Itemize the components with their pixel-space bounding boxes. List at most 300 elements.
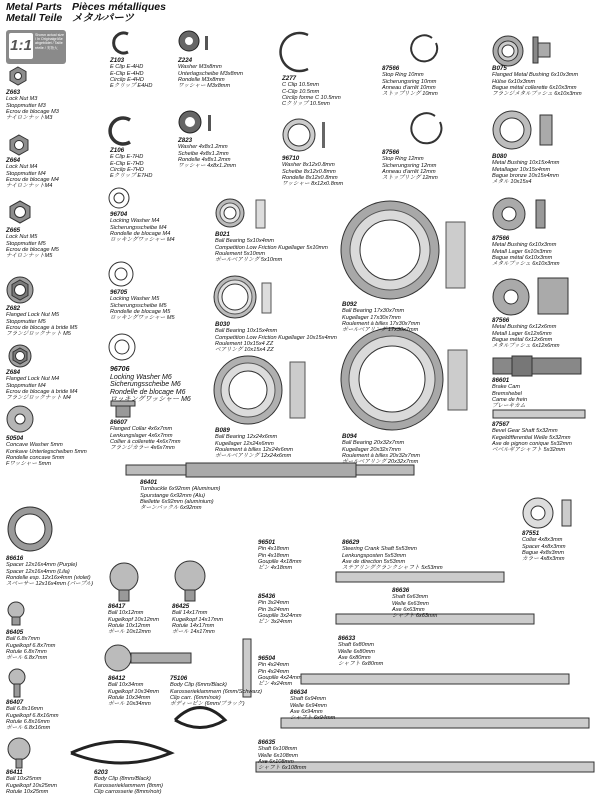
part-desc-fr: Biellette 6x92mm (aluminium) (140, 498, 214, 505)
part-b030 (215, 322, 337, 353)
part-desc-en: Shaft 6x80mm (338, 642, 375, 649)
part-desc-de: E-Clip E-7HD (110, 160, 144, 167)
part-desc-en: Flanged Metal Bushing 6x10x3mm (492, 72, 579, 79)
part-number: B080 (492, 153, 507, 160)
ball-10x25-icon (6, 737, 32, 769)
scale-badge-note: Shown actual size / In Originalgröße abgebildet / Taille réelle / 実物大 (35, 33, 64, 50)
part-desc-de: Pin 4x24mm (258, 668, 290, 675)
part-desc-fr: Rondelle de blocage M4 (110, 230, 171, 237)
part-desc-en: Locking Washer M4 (110, 218, 160, 225)
part-desc-de: Stoppmutter M3 (6, 102, 46, 109)
part-number: 86607 (110, 419, 128, 426)
part-desc-jp: ストップリング 10mm (382, 91, 438, 98)
part-desc-jp: ロッキングワッシャー M5 (110, 315, 175, 322)
ball-6-8x7-icon (6, 600, 26, 628)
header-en: Metal Parts (6, 1, 63, 13)
bearing-20x32-icon (340, 327, 444, 431)
spacer-purple-icon (6, 505, 54, 553)
part-number: B089 (215, 427, 230, 434)
part-desc-fr: Clip carr. (6mm/noir) (170, 694, 221, 701)
part-desc-de: Sicherungsring 10mm (382, 78, 437, 85)
part-desc-de: Competition Low Friction Kugellager 5x10mm (215, 244, 328, 251)
part-desc-en: Shaft 6x108mm (258, 746, 298, 753)
part-87566-bushing-6x10 (492, 236, 560, 267)
part-desc-en: Flanged Lock Nut M4 (6, 376, 60, 383)
part-desc-en: Ball 6.8x16mm (6, 706, 43, 713)
part-b094 (342, 434, 420, 465)
part-desc-de: Kugelkopf 6.8x7mm (6, 642, 56, 649)
locking-washer-m4-icon (108, 187, 130, 209)
part-desc-fr: Bague bronze 10x15x4mm (492, 172, 559, 179)
part-desc-en: Locking Washer M5 (110, 296, 160, 303)
header-metal-parts (6, 2, 62, 24)
ball-10x34-icon (104, 644, 194, 674)
part-desc-de: Metall Lager 6x10x3mm (492, 248, 552, 255)
part-96704 (110, 212, 175, 243)
header-jp: メタルパーツ (72, 12, 134, 24)
part-96504 (258, 656, 302, 687)
washer-4x8-icon (178, 110, 202, 134)
part-number: Z664 (6, 157, 21, 164)
part-desc-de: Hülse 6x10x3mm (492, 78, 536, 85)
part-desc-de: Kugelkopf 10x12mm (108, 616, 159, 623)
part-desc-en: E Clip E-7HD (110, 154, 144, 161)
part-desc-de: Spacer 12x16x4mm (Lila) (6, 568, 70, 575)
part-86407 (6, 700, 59, 731)
part-86412 (108, 676, 159, 707)
part-desc-jp: ストップリング 12mm (382, 175, 438, 182)
brake-cam-icon (492, 355, 584, 377)
part-desc-fr: Goupille 4x24mm (258, 674, 302, 681)
bearing-17x30-side-icon (446, 222, 466, 288)
part-number: 87551 (522, 530, 540, 537)
part-number: 86633 (338, 635, 356, 642)
part-number: B030 (215, 321, 230, 328)
part-desc-fr: Roulement 10x15x4 ZZ (215, 340, 274, 347)
part-number: 87566 (492, 235, 510, 242)
part-desc-de: Metallager 10x15x4mm (492, 166, 551, 173)
e-clip-4-icon (110, 30, 134, 56)
part-number: Z103 (110, 57, 125, 64)
part-desc-de: Welle 6x80mm (338, 648, 375, 655)
washer-m3-icon (178, 30, 200, 52)
ball-14x17-icon (172, 560, 208, 602)
part-desc-jp: Eクリップ E7HD (110, 173, 153, 180)
part-desc-fr: Rotule 10x25mm (6, 788, 49, 795)
part-desc-jp: ピン 3x24mm (258, 619, 293, 626)
part-desc-en: Ball Bearing 17x30x7mm (342, 308, 405, 315)
part-desc-en: Body Clip (8mm/Black) (94, 776, 151, 783)
part-desc-jp: カラー 4x8x3mm (522, 556, 565, 563)
part-desc-fr: Goupille 3x24mm (258, 612, 302, 619)
part-desc-de: Sicherungsring 12mm (382, 162, 437, 169)
part-desc-jp: ワッシャー 4x8x1.2mm (178, 163, 237, 170)
part-desc-fr: Ecrou de blocage M3 (6, 108, 59, 115)
part-desc-en: Ball 10x34mm (108, 682, 144, 689)
collar-4x8-side-icon (562, 500, 572, 526)
header-de: Metall Teile (6, 12, 63, 24)
part-desc-jp: ベアリング 10x15x4 ZZ (215, 347, 274, 354)
part-desc-en: Concave Washer 5mm (6, 442, 63, 449)
part-desc-de: Kugellager 20x32x7mm (342, 446, 401, 453)
part-87567 (492, 422, 572, 453)
part-desc-de: Pin 4x18mm (258, 552, 290, 559)
part-desc-jp: ボール 10x12mm (108, 629, 151, 636)
part-desc-en: Metal Bushing 10x15x4mm (492, 160, 560, 167)
part-desc-en: Pin 4x24mm (258, 662, 290, 669)
part-desc-fr: Bague métal 6x10x3mm (492, 254, 553, 261)
part-desc-fr: Rotule 14x17mm (172, 622, 215, 629)
part-desc-de: Lenkungslager 4x6x7mm (110, 432, 173, 439)
part-desc-fr: Collier à collerette 4x6x7mm (110, 438, 181, 445)
part-number: 86636 (392, 587, 410, 594)
part-96710 (282, 156, 343, 187)
part-desc-de: Competition Low Friction Kugellager 10x15x4mm (215, 334, 337, 341)
locking-washer-m5-icon (108, 261, 134, 287)
part-z106 (110, 148, 152, 179)
part-desc-jp: シャフト 6x94mm (290, 715, 336, 722)
part-desc-de: Scheibe 8x12x0.8mm (282, 168, 336, 175)
part-desc-jp: スペーサー 12x16x4mm (パープル) (6, 581, 94, 588)
part-desc-fr: Rondelle 4x8x1.2mm (178, 156, 231, 163)
part-50504 (6, 436, 87, 467)
part-desc-en: Ball 6.8x7mm (6, 636, 40, 643)
part-87566-stop-ring-12 (382, 150, 438, 181)
scale-badge (6, 30, 66, 64)
concave-washer-icon (6, 405, 34, 433)
part-number: Z665 (6, 227, 21, 234)
metal-bushing-6x10-side-icon (536, 200, 546, 228)
part-number: Z663 (6, 89, 21, 96)
part-desc-jp: ピン 4x24mm (258, 681, 293, 688)
part-desc-en: Metal Bushing 6x12x6mm (492, 324, 557, 331)
part-desc-en: Shaft 6x63mm (392, 594, 429, 601)
part-desc-fr: Circlip forme C 10.5mm (282, 94, 341, 101)
stop-ring-10-icon (410, 34, 440, 64)
part-desc-en: Ball Bearing 10x15x4mm (215, 328, 278, 335)
part-87551 (522, 531, 566, 562)
part-b080 (492, 154, 559, 185)
part-desc-de: Stoppmutter M5 (6, 240, 46, 247)
part-desc-de: Konkave Unterlegscheiben 5mm (6, 448, 87, 455)
part-z682 (6, 306, 78, 337)
part-z663 (6, 90, 59, 121)
part-desc-de: Welle 6x94mm (290, 702, 327, 709)
part-number: Z682 (6, 305, 21, 312)
part-86405 (6, 630, 55, 661)
part-desc-de: Karosserieklammern (8mm) (94, 782, 164, 789)
part-desc-jp: フランジロックナット M5 (6, 331, 71, 338)
part-desc-de: Welle 6x108mm (258, 752, 299, 759)
part-number: 6203 (94, 769, 108, 776)
washer-m3-side-icon (205, 36, 209, 50)
part-desc-fr: Ecrou de blocage M5 (6, 246, 59, 253)
part-number: Z277 (282, 75, 297, 82)
part-86411 (6, 770, 57, 795)
lock-nut-m4-icon (8, 134, 30, 156)
part-z224 (178, 58, 243, 89)
header-metal-parts-2 (72, 2, 166, 24)
part-desc-jp: ボール 6.8x7mm (6, 655, 48, 662)
metal-bushing-10x15-icon (492, 110, 532, 150)
part-number: 86616 (6, 555, 24, 562)
part-desc-fr: Circlip E-4HD (110, 76, 144, 83)
part-number: 86407 (6, 699, 24, 706)
part-87566-bushing-6x12 (492, 318, 560, 349)
part-desc-fr: Rondelle 8x12x0.8mm (282, 174, 338, 181)
part-desc-de: Karosserieklammern (6mm/Schwarz) (170, 688, 263, 695)
part-desc-en: Collar 4x8x3mm (522, 537, 563, 544)
ball-10x12-icon (108, 562, 140, 602)
part-86633 (338, 636, 383, 667)
part-desc-fr: Rotule 10x12mm (108, 622, 151, 629)
bearing-17x30-icon (340, 200, 440, 300)
part-desc-en: C Clip 10.5mm (282, 82, 319, 89)
part-number: 86425 (172, 603, 190, 610)
part-desc-jp: シャフト 6x63mm (392, 613, 438, 620)
part-desc-jp: ブレーキカム (492, 403, 526, 410)
part-86634 (290, 690, 335, 721)
part-desc-jp: ステアリングクランクシャフト 5x53mm (342, 565, 443, 572)
part-desc-de: Kugelkopf 10x25mm (6, 782, 57, 789)
part-desc-en: Bevel Gear Shaft 5x32mm (492, 428, 558, 435)
part-86636 (392, 588, 437, 619)
part-desc-jp: ピン 4x18mm (258, 565, 293, 572)
scale-badge-ratio: 1:1 (9, 33, 33, 59)
part-number: 87566 (382, 65, 400, 72)
part-number: 85436 (258, 593, 276, 600)
part-86635 (258, 740, 306, 771)
part-number: 75106 (170, 675, 188, 682)
part-z103 (110, 58, 152, 89)
part-desc-de: Sicherungsscheibe M5 (110, 302, 167, 309)
part-number: 96504 (258, 655, 276, 662)
part-desc-de: C-Clip 10.5mm (282, 88, 320, 95)
part-desc-fr: Bague métal 6x12x6mm (492, 336, 553, 343)
part-desc-de: Lenkungsposten 5x53mm (342, 552, 407, 559)
part-86616 (6, 556, 93, 587)
part-number: Z106 (110, 147, 125, 154)
part-96706 (110, 366, 191, 404)
part-number: B021 (215, 231, 230, 238)
part-desc-fr: Axe 6x108mm (258, 758, 294, 765)
part-desc-jp: Eクリップ E4HD (110, 83, 153, 90)
part-86601 (492, 378, 527, 409)
part-number: B094 (342, 433, 357, 440)
part-desc-jp: Fワッシャー 5mm (6, 461, 51, 468)
part-desc-de: Scheibe 4x8x1.2mm (178, 150, 229, 157)
part-number: 96710 (282, 155, 300, 162)
part-desc-jp: ボール 14x17mm (172, 629, 215, 636)
bearing-10x15-icon (213, 275, 257, 319)
part-desc-jp: ロッキングワッシャー M6 (110, 396, 191, 404)
part-desc-jp: ボールベアリング 20x32x7mm (342, 459, 419, 466)
part-desc-jp: ボール 10x34mm (108, 701, 151, 708)
part-desc-de: Stoppmutter M4 (6, 382, 46, 389)
part-desc-jp: ナイロンナットM3 (6, 115, 53, 122)
part-desc-en: Flanged Collar 4x6x7mm (110, 426, 173, 433)
part-desc-jp: フランジロックナット M4 (6, 395, 71, 402)
part-desc-fr: Axe 6x63mm (392, 606, 425, 613)
part-z664 (6, 158, 59, 189)
part-desc-de: Sicherungsscheibe M6 (110, 381, 181, 389)
part-96501 (258, 540, 302, 571)
part-desc-jp: ナイロンナットM5 (6, 253, 53, 260)
part-desc-jp: ボールベアリング 17x30x7mm (342, 327, 419, 334)
part-desc-de: Spacer 4x8x3mm (522, 543, 566, 550)
part-desc-fr: Ecrou de blocage M4 (6, 176, 59, 183)
part-desc-fr: Rondelle esp. 12x16x4mm (violet) (6, 574, 91, 581)
part-number: 96705 (110, 289, 128, 296)
part-desc-de: Stoppmutter M4 (6, 170, 46, 177)
part-desc-de: Kugellager 12x24x6mm (215, 440, 274, 447)
part-desc-fr: Rotule 10x34mm (108, 694, 151, 701)
part-desc-en: Pin 3x24mm (258, 600, 290, 607)
locking-washer-m6-icon (108, 333, 136, 361)
part-z823 (178, 138, 236, 169)
part-86607 (110, 420, 181, 451)
part-desc-jp: ロッキングワッシャー M4 (110, 237, 175, 244)
washer-8x12-icon (282, 118, 316, 152)
part-desc-en: Pin 4x18mm (258, 546, 290, 553)
part-desc-jp: ベベルギアシャフト 5x32mm (492, 447, 566, 454)
part-desc-en: Steering Crank Shaft 5x53mm (342, 546, 417, 553)
part-96705 (110, 290, 175, 321)
part-85436 (258, 594, 302, 625)
part-desc-fr: Roulement à billes 12x24x6mm (215, 446, 294, 453)
washer-8x12-side-icon (322, 122, 326, 148)
bearing-20x32-side-icon (448, 350, 468, 410)
part-desc-en: Body Clip (6mm/Black) (170, 682, 227, 689)
part-number: 96501 (258, 539, 276, 546)
part-87566-stop-ring-10 (382, 66, 438, 97)
part-desc-en: Ball Bearing 5x10x4mm (215, 238, 275, 245)
part-desc-jp: シャフト 6x80mm (338, 661, 384, 668)
part-desc-fr: Axe 6x94mm (290, 708, 323, 715)
header-fr: Pièces métalliques (72, 1, 166, 13)
part-desc-en: Lock Nut M4 (6, 164, 38, 171)
flanged-lock-nut-m5-icon (6, 276, 34, 304)
metal-bushing-10x15-side-icon (540, 115, 554, 145)
part-desc-en: Stop Ring 10mm (382, 72, 424, 79)
part-desc-fr: Axe de direction 5x53mm (342, 558, 406, 565)
part-desc-de: Kugelkopf 10x34mm (108, 688, 159, 695)
steering-crank-shaft-icon (335, 570, 505, 584)
part-b092 (342, 302, 420, 333)
part-desc-fr: Roulement à billes 20x32x7mm (342, 452, 421, 459)
part-86425 (172, 604, 223, 635)
part-desc-de: Kegeldifferential Welle 5x32mm (492, 434, 571, 441)
part-desc-jp: ターンバックル 6x92mm (140, 505, 202, 512)
part-desc-fr: Axe de pignon conique 5x32mm (492, 440, 572, 447)
part-desc-fr: Rondelle de blocage M5 (110, 308, 171, 315)
part-number: Z684 (6, 369, 21, 376)
bearing-12x24-icon (213, 355, 283, 425)
part-b089 (215, 428, 293, 459)
part-number: 86629 (342, 539, 360, 546)
bearing-5x10-side-icon (256, 200, 266, 228)
part-desc-en: Washer 8x12x0.8mm (282, 162, 335, 169)
metal-bushing-6x12-icon (492, 278, 530, 316)
part-desc-fr: Anneau d'arrêt 12mm (382, 168, 436, 175)
part-number: 86401 (140, 479, 158, 486)
part-number: 50504 (6, 435, 24, 442)
part-desc-de: Unterlagscheibe M3x8mm (178, 70, 243, 77)
part-desc-fr: Axe 6x80mm (338, 654, 371, 661)
part-desc-jp: シャフト 6x108mm (258, 765, 307, 772)
metal-bushing-6x12-side-icon (538, 278, 570, 314)
bearing-12x24-side-icon (290, 362, 306, 418)
part-desc-de: Sicherungsscheibe M4 (110, 224, 167, 231)
part-desc-jp: ボールベアリング 12x24x6mm (215, 453, 292, 460)
part-z684 (6, 370, 78, 401)
part-desc-fr: Rotule 6.8x16mm (6, 718, 50, 725)
part-b021 (215, 232, 328, 263)
part-number: 86417 (108, 603, 126, 610)
flanged-bushing-icon (492, 35, 524, 67)
part-86401 (140, 480, 220, 511)
part-desc-en: Ball 14x17mm (172, 610, 208, 617)
part-desc-de: Pin 3x24mm (258, 606, 290, 613)
part-number: B092 (342, 301, 357, 308)
part-desc-fr: Ecrou de blocage à bride M4 (6, 388, 78, 395)
part-desc-en: Lock Nut M5 (6, 234, 38, 241)
part-b075 (492, 66, 582, 97)
part-desc-en: Ball Bearing 20x32x7mm (342, 440, 405, 447)
part-desc-fr: Roulement à billes 17x30x7mm (342, 320, 421, 327)
part-z665 (6, 228, 59, 259)
part-desc-jp: ワッシャー M3x8mm (178, 83, 231, 90)
flanged-bushing-side-icon (533, 37, 559, 63)
bevel-gear-shaft-icon (492, 408, 586, 420)
part-number: B075 (492, 65, 507, 72)
part-desc-en: Stop Ring 12mm (382, 156, 424, 163)
part-desc-fr: Rondelle de blocage M6 (110, 388, 186, 396)
part-86629 (342, 540, 443, 571)
part-number: Z823 (178, 137, 193, 144)
lock-nut-m3-icon (8, 66, 28, 86)
part-desc-en: Washer 4x8x1.2mm (178, 144, 228, 151)
part-desc-en: Brake Cam (492, 384, 520, 391)
part-desc-en: Ball 10x12mm (108, 610, 144, 617)
part-desc-en: Metal Bushing 6x10x3mm (492, 242, 557, 249)
part-desc-de: Metall Lager 6x12x6mm (492, 330, 552, 337)
part-desc-fr: Rondelle M3x8mm (178, 76, 225, 83)
part-desc-jp: ワッシャー 8x12x0.8mm (282, 181, 344, 188)
part-desc-jp: フランジメタルブッシュ 6x10x3mm (492, 91, 582, 98)
part-desc-fr: Rondelle concave 5mm (6, 454, 65, 461)
shaft-6x80-icon (300, 672, 570, 686)
part-number: 96704 (110, 211, 128, 218)
part-desc-de: Kugelkopf 6.8x16mm (6, 712, 59, 719)
part-desc-en: Flanged Lock Nut M5 (6, 312, 60, 319)
part-desc-fr: Circlip E-7HD (110, 166, 144, 173)
e-clip-7-icon (108, 115, 138, 147)
part-desc-en: Ball 10x25mm (6, 776, 42, 783)
metal-bushing-6x10-icon (492, 197, 526, 231)
part-number: 96706 (110, 366, 130, 373)
part-desc-de: Kugellager 17x30x7mm (342, 314, 401, 321)
part-number: 87567 (492, 421, 510, 428)
part-number: 87566 (492, 317, 510, 324)
part-desc-en: Shaft 6x94mm (290, 696, 327, 703)
part-desc-en: Turnbuckle 6x92mm (Aluminum) (140, 486, 221, 493)
part-desc-de: Bremshebel (492, 390, 522, 397)
part-number: 86601 (492, 377, 510, 384)
part-desc-fr: Came de frein (492, 396, 528, 403)
ball-6-8x16-icon (6, 668, 28, 698)
part-desc-fr: Ecrou de blocage à bride M5 (6, 324, 78, 331)
